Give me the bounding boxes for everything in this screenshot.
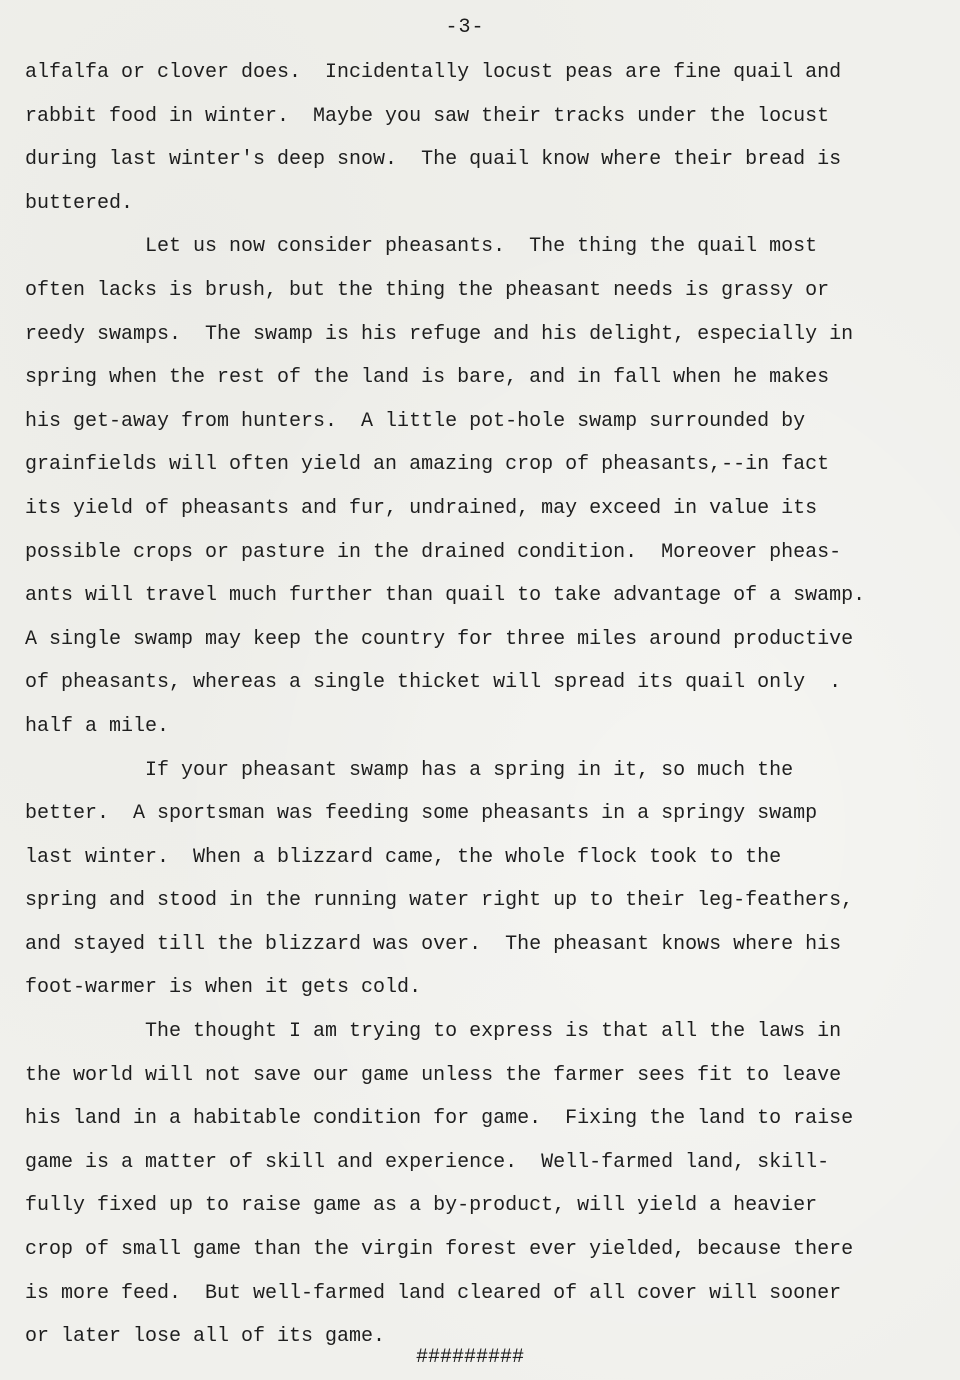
text-line-1: alfalfa or clover does. Incidentally locust peas are fine quail and bbox=[25, 61, 842, 84]
text-line-26: game is a matter of skill and experience. Well-farmed land, skill- bbox=[25, 1150, 830, 1174]
text-line-30: or later lose all of its game. bbox=[25, 1325, 386, 1349]
text-line-19: last winter. When a blizzard came, the whole flock took to the bbox=[25, 845, 782, 869]
text-line-8: spring when the rest of the land is bare, and in fall when he makes bbox=[25, 366, 830, 390]
page-number: -3- bbox=[445, 16, 485, 39]
text-line-2: rabbit food in winter. Maybe you saw their tracks under the locust bbox=[25, 104, 830, 128]
text-line-6: often lacks is brush, but the thing the pheasant needs is grassy or bbox=[25, 278, 830, 302]
text-line-7: reedy swamps. The swamp is his refuge and his delight, especially in bbox=[25, 322, 854, 346]
text-line-25: his land in a habitable condition for game. Fixing the land to raise bbox=[25, 1107, 854, 1131]
text-line-16: half a mile. bbox=[25, 714, 170, 738]
end-mark: ######### bbox=[416, 1346, 525, 1369]
text-line-15: of pheasants, whereas a single thicket will spread its quail only . bbox=[25, 671, 842, 695]
text-line-11: its yield of pheasants and fur, undrained, may exceed in value its bbox=[25, 496, 818, 520]
text-line-21: and stayed till the blizzard was over. The pheasant knows where his bbox=[25, 932, 842, 956]
text-line-28: crop of small game than the virgin forest ever yielded, because there bbox=[25, 1238, 854, 1262]
text-line-10: grainfields will often yield an amazing crop of pheasants,--in fact bbox=[25, 453, 830, 477]
text-line-14: A single swamp may keep the country for three miles around productive bbox=[25, 627, 854, 651]
text-line-23: The thought I am trying to express is that all the laws in bbox=[25, 1020, 842, 1044]
text-line-12: possible crops or pasture in the drained condition. Moreover pheas- bbox=[25, 540, 842, 564]
text-line-9: his get-away from hunters. A little pot-hole swamp surrounded by bbox=[25, 409, 806, 433]
text-line-29: is more feed. But well-farmed land cleared of all cover will sooner bbox=[25, 1281, 842, 1305]
text-line-27: fully fixed up to raise game as a by-product, will yield a heavier bbox=[25, 1194, 818, 1218]
text-line-22: foot-warmer is when it gets cold. bbox=[25, 976, 422, 1000]
text-line-5: Let us now consider pheasants. The thing the quail most bbox=[25, 235, 818, 259]
text-line-4: buttered. bbox=[25, 191, 134, 215]
text-line-20: spring and stood in the running water right up to their leg-feathers, bbox=[25, 889, 854, 913]
text-line-18: better. A sportsman was feeding some pheasants in a springy swamp bbox=[25, 802, 818, 826]
body-text bbox=[25, 58, 935, 1366]
text-line-24: the world will not save our game unless the farmer sees fit to leave bbox=[25, 1063, 842, 1087]
text-line-13: ants will travel much further than quail to take advantage of a swamp. bbox=[25, 584, 866, 608]
text-line-17: If your pheasant swamp has a spring in it, so much the bbox=[25, 758, 794, 782]
text-line-3: during last winter's deep snow. The quail know where their bread is bbox=[25, 148, 842, 172]
